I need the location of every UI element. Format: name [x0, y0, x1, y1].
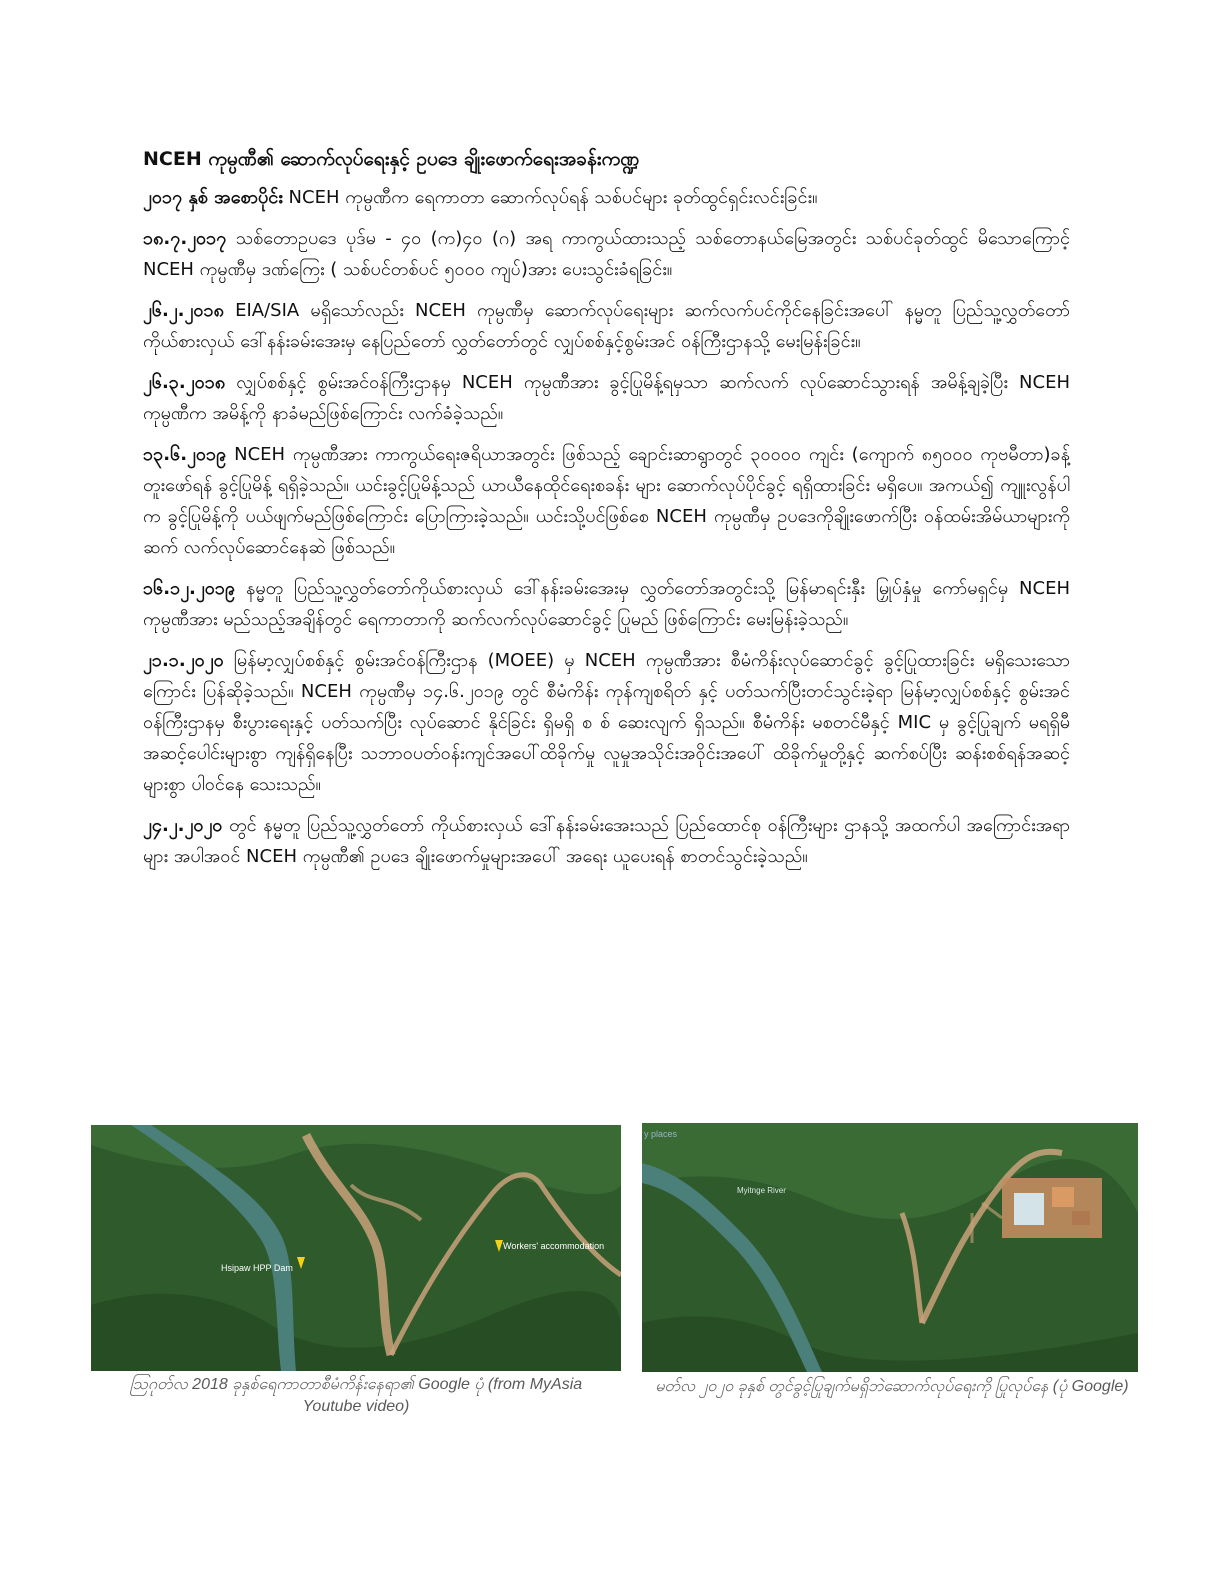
dam-label: Hsipaw HPP Dam [221, 1263, 293, 1273]
workers-label: Workers' accommodation [503, 1241, 605, 1251]
satellite-photo-2020 [642, 1123, 1138, 1372]
entry-date: ၂၁.၁.၂၀၂၀ [143, 650, 224, 671]
caption-left: ဩဂုတ်လ 2018 ခုနှစ်ရေကာတာစီမံကိန်းနေရာ၏ Google ပုံ (from MyAsia Youtube video) [129, 1376, 583, 1415]
timeline-entry [143, 439, 1070, 563]
entry-text: NCEH ကုမ္ပဏီက ရေကာတာ ဆောက်လုပ်ရန် သစ်ပင်များ ခုတ်ထွင်ရှင်းလင်းခြင်း။ [282, 187, 818, 208]
entry-text: NCEH ကုမ္ပဏီအား ကာကွယ်ရေးဇရိယာအတွင်း ဖြစ်သည့် ချောင်းဆာရွာတွင် ၃၀၀၀၀ ကျင်း (ကျောက် ၈၅၀၀၀ ကုဗမီတာ)ခန့် တူးဖော်ရန် ခွင့်ပြုမိန့် ရရှိခဲ့သည်။ ယင်းခွင့်ပြုမိန့်သည် ယာယီနေထိုင်ရေးစခန်း များ ဆောက်လုပ်ပိုင်ခွင့် ရရှိထားခြင်း မရှိပေ။ အကယ်၍ ကျူးလွန်ပါက ခွင့်ပြုမိန့်ကို ပယ်ဖျက်မည်ဖြစ်ကြောင်း ပြောကြားခဲ့သည်။ ယင်းသို့ပင်ဖြစ်စေ NCEH ကုမ္ပဏီမှ ဥပဒေကိုချိုးဖောက်ပြီး ဝန်ထမ်းအိမ်ယာများကို ဆက် လက်လုပ်ဆောင်နေဆဲ ဖြစ်သည်။ [143, 444, 1070, 558]
entry-text: လျှပ်စစ်နှင့် စွမ်းအင်ဝန်ကြီးဌာနမှ NCEH ကုမ္ပဏီအား ခွင့်ပြုမိန့်ရမှသာ ဆက်လက် လုပ်ဆောင်သွားရန် အမိန့်ချခဲ့ပြီး NCEH ကုမ္ပဏီက အမိန့်ကို နာခံမည်ဖြစ်ကြောင်း လက်ခံခဲ့သည်။ [143, 372, 1070, 424]
timeline-entry [143, 645, 1070, 800]
satellite-photo-2018 [91, 1125, 621, 1371]
entry-text: EIA/SIA မရှိသော်လည်း NCEH ကုမ္ပဏီမှ ဆောက်လုပ်ရေးများ ဆက်လက်ပင်ကိုင်နေခြင်းအပေါ် နမ္မတူ ပြည်သူ့လွှတ်တော်ကိုယ်စားလှယ် ဒေါ်နန်းခမ်းအေးမှ နေပြည်တော် လွှတ်တော်တွင် လျှပ်စစ်နှင့်စွမ်းအင် ဝန်ကြီးဌာနသို့ မေးမြန်းခြင်း။ [143, 300, 1070, 352]
entry-date: ၁၃.၆.၂၀၁၉ [143, 444, 227, 465]
entry-date: ၁၆.၁၂.၂၀၁၉ [143, 578, 236, 599]
building-block [1014, 1193, 1044, 1225]
places-label: y places [644, 1129, 678, 1139]
article-title: NCEH ကုမ္ပဏီ၏ ဆောက်လုပ်ရေးနှင့် ဥပဒေ ချိုးဖောက်ရေးအခန်းကဏ္ဍ [143, 148, 640, 170]
timeline-entry [143, 810, 1070, 872]
entry-date: ၂၄.၂.၂၀၂၀ [143, 815, 223, 836]
entry-date: ၂၆.၂.၂၀၁၈ [143, 300, 224, 321]
entry-text: သစ်တောဥပဒေ ပုဒ်မ - ၄၀ (က)၄၀ (ဂ) အရ ကာကွယ်ထားသည့် သစ်တောနယ်မြေအတွင်း သစ်ပင်ခုတ်ထွင် မိသောကြောင့် NCEH ကုမ္ပဏီမှ ဒဏ်ကြေး ( သစ်ပင်တစ်ပင် ၅၀၀၀ ကျပ်)အား ပေးသွင်းခံရခြင်း။ [143, 228, 1071, 280]
timeline-entry [143, 367, 1070, 429]
timeline-entry [143, 573, 1070, 635]
timeline-entry [143, 223, 1070, 285]
caption-right: မတ်လ ၂၀၂၀ ခုနှစ် တွင်ခွင့်ပြုချက်မရှိဘဲဆောက်လုပ်ရေးကို ပြုလုပ်နေ (ပုံ Google) [655, 1378, 1129, 1395]
timeline-entry [143, 295, 1070, 357]
river-label: Myitnge River [737, 1186, 786, 1195]
satellite-image-right [642, 1123, 1138, 1372]
entry-text: နမ္မတူ ပြည်သူ့လွှတ်တော်ကိုယ်စားလှယ် ဒေါ်နန်းခမ်းအေးမှ လွှတ်တော်အတွင်းသို့ မြန်မာရင်းနှီး မြှုပ်နှံမှု ကော်မရှင်မှ NCEH ကုမ္ပဏီအား မည်သည့်အချိန်တွင် ရေကာတာကို ဆက်လက်လုပ်ဆောင်ခွင့် ပြုမည် ဖြစ်ကြောင်း မေးမြန်းခဲ့သည်။ [143, 578, 1070, 630]
entry-text: မြန်မာ့လျှပ်စစ်နှင့် စွမ်းအင်ဝန်ကြီးဌာန (MOEE) မှ NCEH ကုမ္ပဏီအား စီမံကိန်းလုပ်ဆောင်ခွင့် ခွင့်ပြုထားခြင်း မရှိသေးသောကြောင်း ပြန်ဆိုခဲ့သည်။ NCEH ကုမ္ပဏီမှ ၁၄.၆.၂၀၁၉ တွင် စီမံကိန်း ကုန်ကျစရိတ် နှင့် ပတ်သက်ပြီးတင်သွင်းခဲ့ရာ မြန်မာ့လျှပ်စစ်နှင့် စွမ်းအင်ဝန်ကြီးဌာနမှ စီးပွားရေးနှင့် ပတ်သက်ပြီး လုပ်ဆောင် နိုင်ခြင်း ရှိမရှိ စ စ် ဆေးလျက် ရှိသည်။ စီမံကိန်း မစတင်မီနှင့် MIC မှ ခွင့်ပြုချက် မရရှိမီ အဆင့်ပေါင်းများစွာ ကျန်ရှိနေပြီး သဘာဝပတ်ဝန်းကျင်အပေါ်ထိခိုက်မှု လူမှုအသိုင်းအဝိုင်းအပေါ် ထိခိုက်မှုတို့နှင့် ဆက်စပ်ပြီး ဆန်းစစ်ရန်အဆင့်များစွာ ပါဝင်နေ သေးသည်။ [143, 650, 1070, 795]
entry-date: ၂၀၁၇ နှစ် အစောပိုင်း [143, 187, 283, 208]
entry-date: ၂၆.၃.၂၀၁၈ [143, 372, 226, 393]
entry-text: တွင် နမ္မတူ ပြည်သူ့လွှတ်တော် ကိုယ်စားလှယ် ဒေါ်နန်းခမ်းအေးသည် ပြည်ထောင်စု ဝန်ကြီးများ ဌာနသို့ အထက်ပါ အကြောင်းအရာများ အပါအဝင် NCEH ကုမ္ပဏီ၏ ဥပဒေ ချိုးဖောက်မှုများအပေါ် အရေး ယူပေးရန် စာတင်သွင်းခဲ့သည်။ [143, 815, 1070, 867]
timeline-entry [143, 182, 1070, 213]
entry-date: ၁၈.၇.၂၀၁၇ [143, 228, 227, 249]
article-body [143, 144, 1070, 882]
satellite-image-left [91, 1125, 621, 1371]
